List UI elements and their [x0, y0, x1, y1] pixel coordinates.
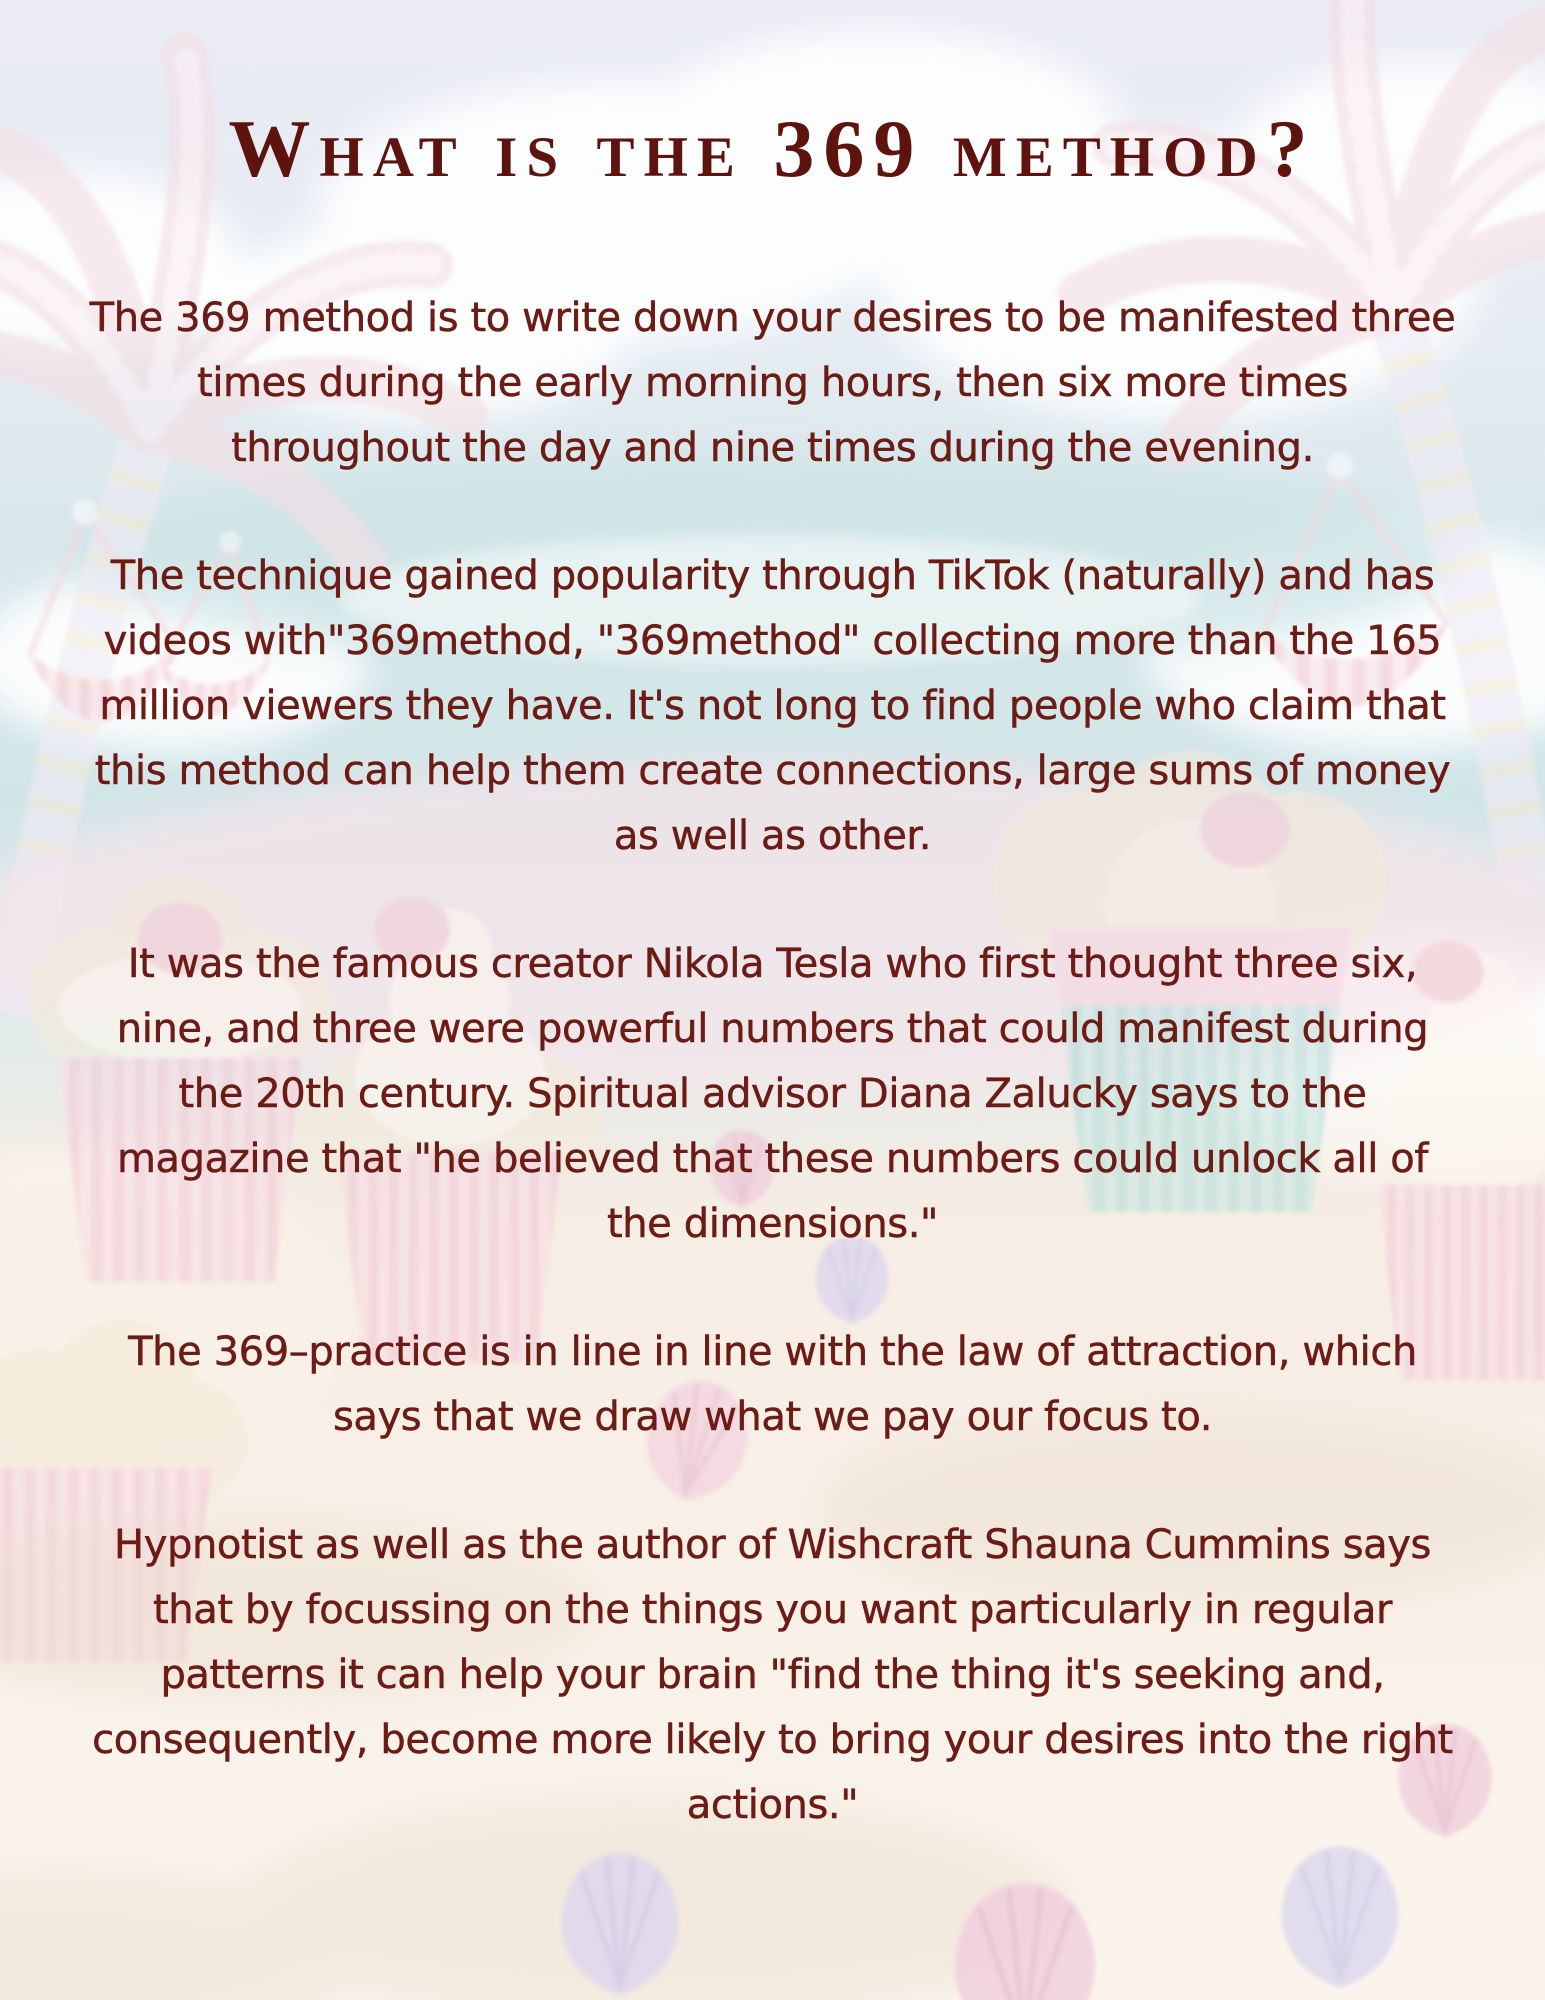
- paragraph-4: The 369–practice is in line in line with the law of attraction, which says that we draw what we pay our focus to.: [128, 1329, 1417, 1441]
- paragraph-2: The technique gained popularity through TikTok (naturally) and has videos with"369method, "369method" collecting more than the 165 million viewers they have. It's not long to find people who claim that this method can help them create connections, large sums of money as well as other.: [94, 553, 1451, 860]
- page-title: What is the 369 method?: [228, 103, 1317, 194]
- paragraph-3: It was the famous creator Nikola Tesla who first thought three six, nine, and three were powerful numbers that could manifest during the 20th century. Spiritual advisor Diana Zalucky says to the magazine that "he believed that these numbers could unlock all of the dimensions.": [116, 941, 1429, 1248]
- paragraph-1: The 369 method is to write down your desires to be manifested three times during the early morning hours, then six more times throughout the day and nine times during the evening.: [89, 295, 1456, 472]
- paragraph-5: Hypnotist as well as the author of Wishcraft Shauna Cummins says that by focussing on the things you want particularly in regular patterns it can help your brain "find the thing it's seeking and, consequently, become more likely to bring your desires into the right actions.": [92, 1522, 1453, 1829]
